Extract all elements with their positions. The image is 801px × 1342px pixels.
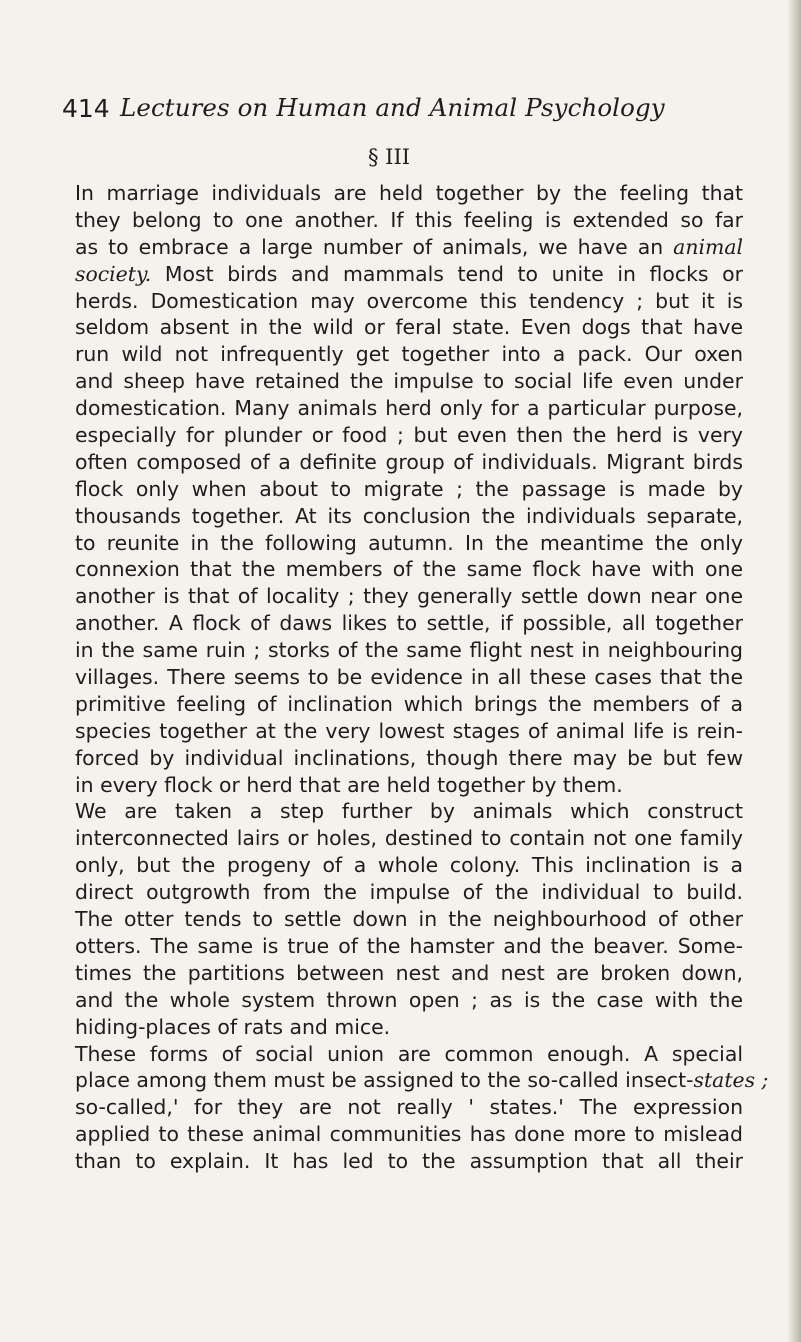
text-line: to reunite in the following autumn. In the meantime the only xyxy=(75,530,743,555)
text-line: otters. The same is true of the hamster and the beaver. Some- xyxy=(75,933,743,958)
text-span: Most birds and mammals tend to unite in flocks or xyxy=(151,261,743,286)
text-line: forced by individual inclinations, though there may be but few xyxy=(75,745,743,770)
running-head xyxy=(62,92,742,128)
text-line: than to explain. It has led to the assumption that all their xyxy=(75,1149,743,1174)
text-line: direct outgrowth from the impulse of the individual to build. xyxy=(75,880,743,905)
text-line xyxy=(75,1067,769,1094)
text-line: applied to these animal communities has done more to mislead xyxy=(75,1122,743,1147)
italic-term: states ; xyxy=(693,1068,769,1093)
text-line: often composed of a definite group of individuals. Migrant birds xyxy=(75,449,743,474)
text-line: and sheep have retained the impulse to social life even under xyxy=(75,369,743,394)
text-line: We are taken a step further by animals which construct xyxy=(75,799,743,824)
text-line: another is that of locality ; they generally settle down near one xyxy=(75,584,743,609)
page-number: 414 xyxy=(62,94,110,123)
text-line: they belong to one another. If this feeling is extended so far xyxy=(75,207,743,232)
text-line xyxy=(75,234,743,261)
text-line: flock only when about to migrate ; the passage is made by xyxy=(75,476,743,501)
text-line: herds. Domestication may overcome this tendency ; but it is xyxy=(75,288,743,313)
text-line: The otter tends to settle down in the neighbourhood of other xyxy=(75,907,743,932)
text-line: in the same ruin ; storks of the same flight nest in neighbouring xyxy=(75,638,743,663)
text-line: primitive feeling of inclination which brings the members of a xyxy=(75,691,743,716)
text-line: run wild not infrequently get together into a pack. Our oxen xyxy=(75,342,743,367)
text-line xyxy=(75,261,743,288)
book-title: Lectures on Human and Animal Psychology xyxy=(120,93,665,122)
text-line: seldom absent in the wild or feral state. Even dogs that have xyxy=(75,315,743,340)
section-heading: § III xyxy=(368,145,411,169)
text-line: interconnected lairs or holes, destined to contain not one family xyxy=(75,826,743,851)
italic-term: society. xyxy=(75,261,152,286)
text-line: These forms of social union are common enough. A special xyxy=(75,1041,743,1066)
text-line: connexion that the members of the same flock have with one xyxy=(75,557,743,582)
text-line: only, but the progeny of a whole colony. This inclination is a xyxy=(75,853,743,878)
text-span: as to embrace a large number of animals, we have an xyxy=(75,234,674,259)
text-line: domestication. Many animals herd only for a particular purpose, xyxy=(75,396,743,421)
text-line: another. A flock of daws likes to settle, if possible, all together xyxy=(75,611,743,636)
text-line: so-called,' for they are not really ' states.' The expression xyxy=(75,1095,743,1120)
italic-term: animal xyxy=(673,234,743,259)
text-line: times the partitions between nest and nest are broken down, xyxy=(75,960,743,985)
body-text xyxy=(75,180,769,1175)
text-line: species together at the very lowest stages of animal life is rein- xyxy=(75,718,743,743)
text-line: in every flock or herd that are held together by them. xyxy=(75,772,623,797)
text-line: especially for plunder or food ; but even then the herd is very xyxy=(75,423,743,448)
text-line: hiding-places of rats and mice. xyxy=(75,1014,391,1039)
text-line: thousands together. At its conclusion the individuals separate, xyxy=(75,503,743,528)
text-span: place among them must be assigned to the so-called insect- xyxy=(75,1068,694,1093)
page-edge-shadow xyxy=(787,0,801,1342)
text-line: villages. There seems to be evidence in all these cases that the xyxy=(75,665,743,690)
text-line: and the whole system thrown open ; as is the case with the xyxy=(75,987,743,1012)
text-line: In marriage individuals are held together by the feeling that xyxy=(75,181,743,205)
